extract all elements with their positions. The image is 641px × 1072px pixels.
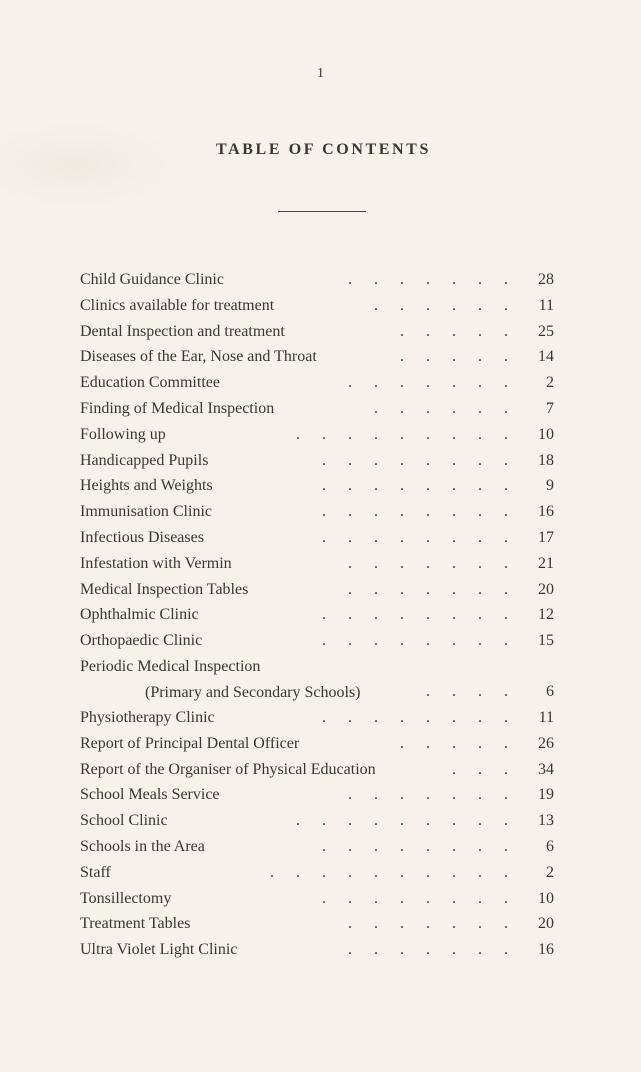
toc-entry-label: School Clinic <box>80 812 168 830</box>
toc-entry[interactable] <box>80 782 556 808</box>
leader-dots: ..... <box>400 322 530 340</box>
toc-entry-page: 10 <box>538 425 554 443</box>
toc-entry[interactable] <box>80 834 556 860</box>
toc-entry[interactable] <box>80 551 556 577</box>
toc-entry-page: 19 <box>538 786 554 804</box>
toc-entry-label: School Meals Service <box>80 786 220 804</box>
toc-entry-page: 11 <box>538 708 554 726</box>
toc-entry-page: 10 <box>538 889 554 907</box>
leader-dots: ........ <box>322 837 530 855</box>
toc-entry-label-line1: Periodic Medical Inspection <box>80 657 261 675</box>
leader-dots: ...... <box>374 296 530 314</box>
toc-entry[interactable] <box>80 886 556 912</box>
toc-entry-page: 15 <box>538 632 554 650</box>
toc-entry[interactable] <box>80 267 556 293</box>
toc-entry-label: Infestation with Vermin <box>80 554 232 572</box>
toc-entry-label: Orthopaedic Clinic <box>80 632 203 650</box>
leader-dots: ....... <box>348 580 530 598</box>
leader-dots: ....... <box>348 271 530 288</box>
toc-entry-page: 20 <box>538 580 554 598</box>
toc-entry-page: 2 <box>546 374 554 392</box>
toc-entry-page: 13 <box>538 812 554 830</box>
toc-entry-page: 7 <box>546 399 554 417</box>
toc-entry-label: Finding of Medical Inspection <box>80 399 275 417</box>
toc-entry-page: 11 <box>538 296 554 314</box>
toc-entry-label: Medical Inspection Tables <box>80 580 249 598</box>
toc-entry[interactable] <box>80 602 556 628</box>
title-divider <box>278 211 366 212</box>
toc-entry-page: 21 <box>538 554 554 572</box>
leader-dots: ........ <box>322 889 530 907</box>
toc-entry-label: Infectious Diseases <box>80 528 204 546</box>
leader-dots: ..... <box>400 348 530 366</box>
leader-dots: ...... <box>374 399 530 417</box>
toc-entry[interactable] <box>80 808 556 834</box>
toc-entry-page: 16 <box>538 941 554 959</box>
leader-dots: ........ <box>322 528 530 546</box>
toc-entry-label: Ophthalmic Clinic <box>80 606 199 624</box>
leader-dots: .... <box>426 683 530 701</box>
leader-dots: ....... <box>348 941 530 959</box>
toc-entry[interactable] <box>80 654 556 705</box>
page-number: 1 <box>317 66 324 81</box>
toc-entry-label: Treatment Tables <box>80 915 191 933</box>
leader-dots: ....... <box>348 554 530 572</box>
toc-entry[interactable] <box>80 344 556 370</box>
toc-entry[interactable] <box>80 757 556 783</box>
toc-entry[interactable] <box>80 937 556 963</box>
toc-entry[interactable] <box>80 628 556 654</box>
toc-entry-label: Report of the Organiser of Physical Education <box>80 760 376 778</box>
toc-entry[interactable] <box>80 319 556 345</box>
leader-dots: .......... <box>270 863 530 881</box>
leader-dots: ........ <box>322 708 530 726</box>
leader-dots: ......... <box>296 812 530 830</box>
toc-entry-label: Heights and Weights <box>80 477 213 495</box>
leader-dots: ........ <box>322 606 530 624</box>
leader-dots: ........ <box>322 477 530 495</box>
toc-entry[interactable] <box>80 370 556 396</box>
toc-entry[interactable] <box>80 293 556 319</box>
toc-entry[interactable] <box>80 499 556 525</box>
toc-entry-label: Handicapped Pupils <box>80 451 209 469</box>
toc-entry-page: 6 <box>546 837 554 855</box>
toc-entry-label <box>80 654 361 706</box>
toc-entry[interactable] <box>80 860 556 886</box>
toc-entry-page: 14 <box>538 348 554 366</box>
toc-entry[interactable] <box>80 422 556 448</box>
paper-stain <box>0 120 190 210</box>
toc-entry-page: 12 <box>538 606 554 624</box>
toc-entry-page: 28 <box>538 271 554 288</box>
toc-entry-label-line2: (Primary and Secondary Schools) <box>145 683 361 701</box>
toc-entry-label: Report of Principal Dental Officer <box>80 734 300 752</box>
toc-entry-label: Dental Inspection and treatment <box>80 322 285 340</box>
toc-entry-page: 34 <box>538 760 554 778</box>
toc-entry[interactable] <box>80 448 556 474</box>
toc-entry-label: Education Committee <box>80 374 220 392</box>
toc-entry-page: 6 <box>546 683 554 701</box>
leader-dots: ... <box>452 760 530 778</box>
leader-dots: ..... <box>400 734 530 752</box>
toc-entry-page: 20 <box>538 915 554 933</box>
toc-entry[interactable] <box>80 911 556 937</box>
toc-entry-page: 25 <box>538 322 554 340</box>
page-title: TABLE OF CONTENTS <box>216 141 431 158</box>
toc-entry[interactable] <box>80 577 556 603</box>
toc-entry-page: 9 <box>546 477 554 495</box>
table-of-contents <box>80 267 556 963</box>
toc-entry-label: Following up <box>80 425 166 443</box>
toc-entry[interactable] <box>80 705 556 731</box>
toc-entry[interactable] <box>80 731 556 757</box>
toc-entry-label: Immunisation Clinic <box>80 503 212 521</box>
leader-dots: ....... <box>348 915 530 933</box>
toc-entry-page: 2 <box>546 863 554 881</box>
toc-entry-page: 17 <box>538 528 554 546</box>
toc-entry[interactable] <box>80 396 556 422</box>
leader-dots: ........ <box>322 451 530 469</box>
toc-entry-page: 26 <box>538 734 554 752</box>
toc-entry-label: Diseases of the Ear, Nose and Throat <box>80 348 317 366</box>
toc-entry-label: Physiotherapy Clinic <box>80 708 215 726</box>
leader-dots: ....... <box>348 786 530 804</box>
leader-dots: ......... <box>296 425 530 443</box>
toc-entry-label: Ultra Violet Light Clinic <box>80 941 238 959</box>
toc-entry[interactable] <box>80 525 556 551</box>
leader-dots: ........ <box>322 503 530 521</box>
toc-entry-label: Clinics available for treatment <box>80 296 275 314</box>
toc-entry-page: 16 <box>538 503 554 521</box>
toc-entry-label: Staff <box>80 863 111 881</box>
leader-dots: ........ <box>322 632 530 650</box>
leader-dots: ....... <box>348 374 530 392</box>
toc-entry[interactable] <box>80 473 556 499</box>
toc-entry-label: Schools in the Area <box>80 837 205 855</box>
toc-entry-label: Child Guidance Clinic <box>80 271 224 288</box>
toc-entry-label: Tonsillectomy <box>80 889 172 907</box>
toc-entry-page: 18 <box>538 451 554 469</box>
